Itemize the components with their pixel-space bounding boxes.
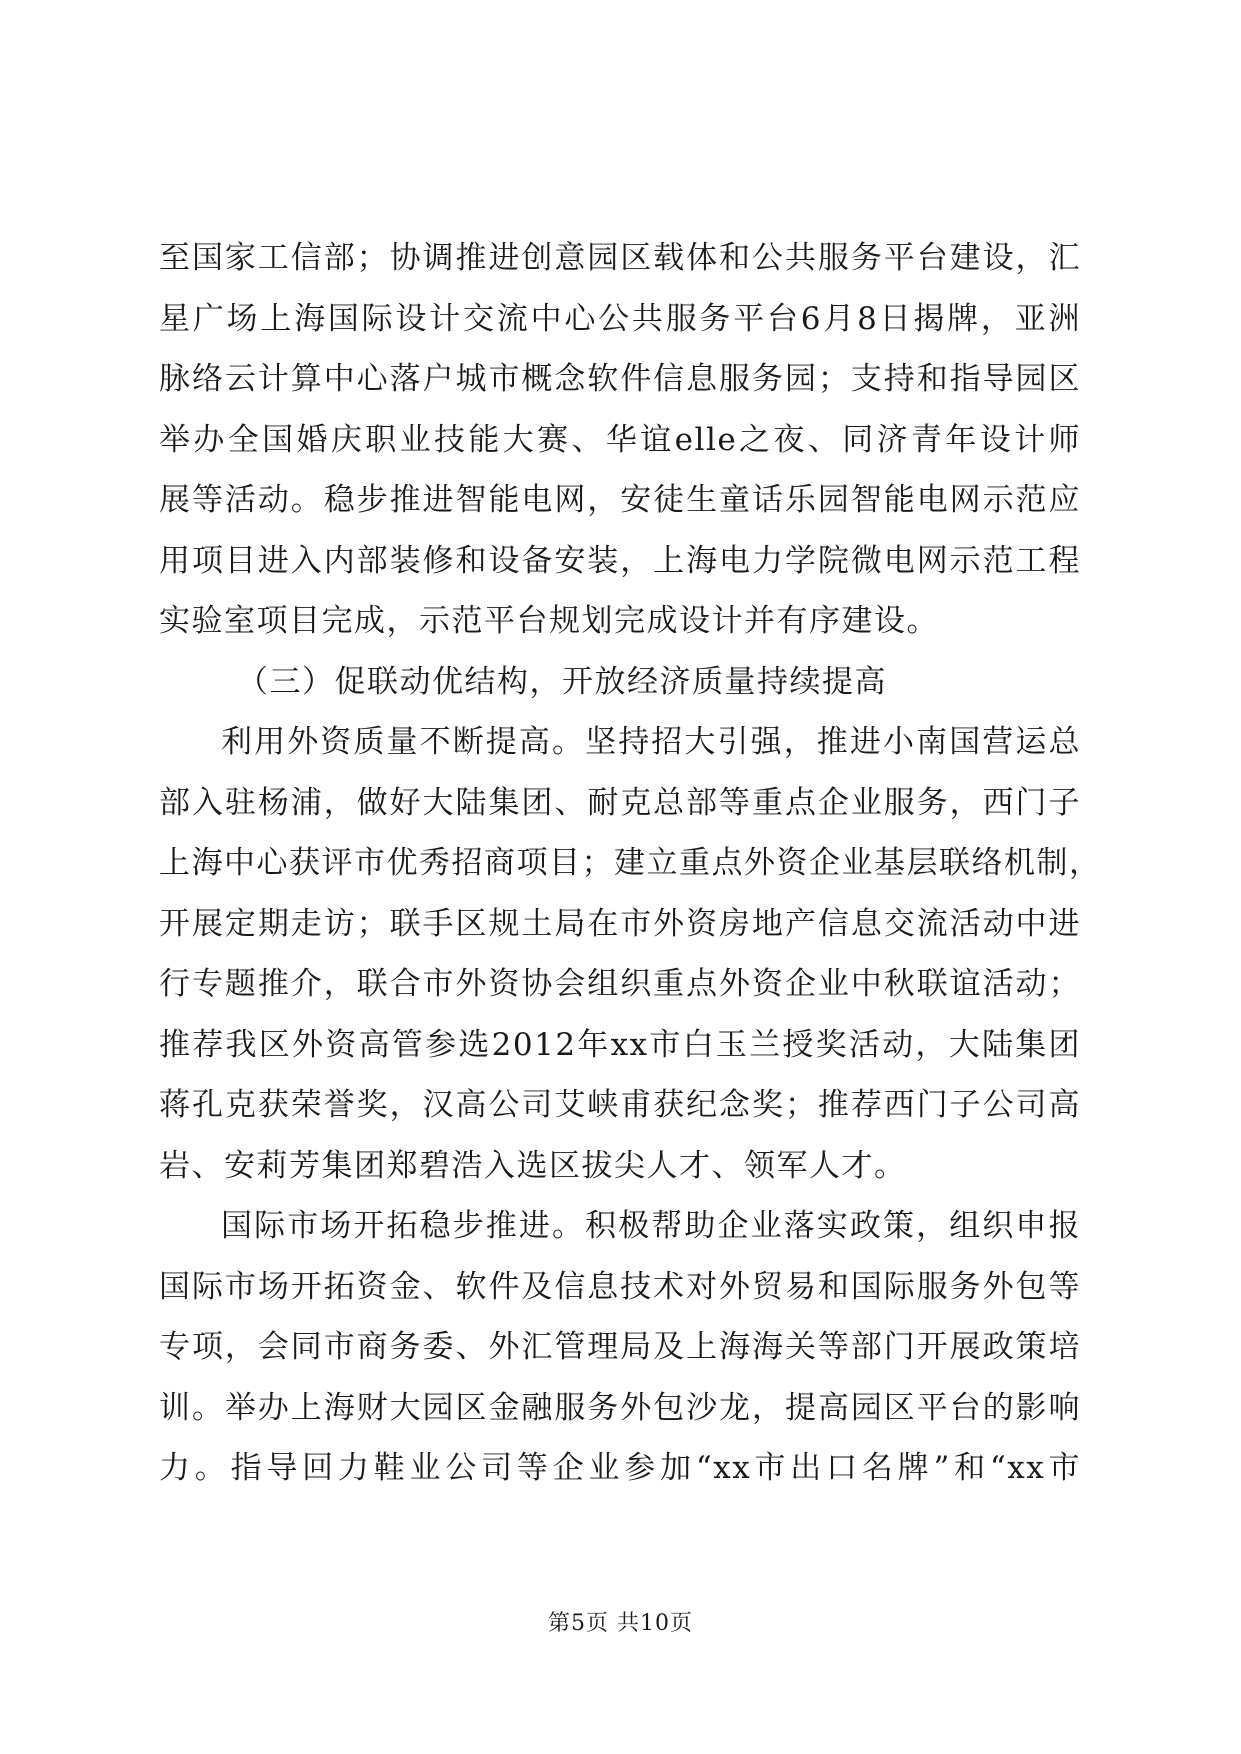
text-line: 蒋孔克获荣誉奖，汉高公司艾峡甫获纪念奖；推荐西门子公司高 xyxy=(159,1087,1081,1123)
text-line: 推荐我区外资高管参选2012年xx市白玉兰授奖活动，大陆集团 xyxy=(159,1026,1081,1063)
document-body xyxy=(159,228,1102,1499)
text-line: 国际市场开拓资金、软件及信息技术对外贸易和国际服务外包等 xyxy=(159,1268,1081,1305)
text-line: 星广场上海国际设计交流中心公共服务平台6月8日揭牌，亚洲 xyxy=(159,300,1081,337)
text-line: 举办全国婚庆职业技能大赛、华谊elle之夜、同济青年设计师 xyxy=(159,421,1081,458)
text-line: 训。举办上海财大园区金融服务外包沙龙，提高园区平台的影响 xyxy=(159,1389,1081,1426)
text-line: 岩、安莉芳集团郑碧浩入选区拔尖人才、领军人才。 xyxy=(159,1147,907,1184)
text-line: 专项，会同市商务委、外汇管理局及上海海关等部门开展政策培 xyxy=(159,1329,1081,1365)
text-line: 脉络云计算中心落户城市概念软件信息服务园；支持和指导园区 xyxy=(159,361,1081,397)
text-line: 开展定期走访；联手区规土局在市外资房地产信息交流活动中进 xyxy=(159,905,1081,942)
text-line: 行专题推介，联合市外资协会组织重点外资企业中秋联谊活动； xyxy=(159,966,1081,1002)
text-line: 实验室项目完成，示范平台规划完成设计并有序建设。 xyxy=(159,603,939,639)
text-line: 至国家工信部；协调推进创意园区载体和公共服务平台建设，汇 xyxy=(159,240,1081,276)
text-line: 力。指导回力鞋业公司等企业参加“xx市出口名牌”和“xx市 xyxy=(159,1450,1081,1486)
text-line: 利用外资质量不断提高。坚持招大引强，推进小南国营运总 xyxy=(221,724,1081,760)
text-line: 部入驻杨浦，做好大陆集团、耐克总部等重点企业服务，西门子 xyxy=(159,784,1081,821)
section-heading: （三）促联动优结构，开放经济质量持续提高 xyxy=(237,663,887,700)
text-line: 上海中心获评市优秀招商项目；建立重点外资企业基层联络机制， xyxy=(159,845,1102,881)
page-number-footer: 第5页 共10页 xyxy=(548,1611,693,1636)
text-line: 用项目进入内部装修和设备安装，上海电力学院微电网示范工程 xyxy=(159,542,1081,579)
text-line: 展等活动。稳步推进智能电网，安徒生童话乐园智能电网示范应 xyxy=(159,482,1081,518)
text-line: 国际市场开拓稳步推进。积极帮助企业落实政策，组织申报 xyxy=(221,1208,1081,1244)
